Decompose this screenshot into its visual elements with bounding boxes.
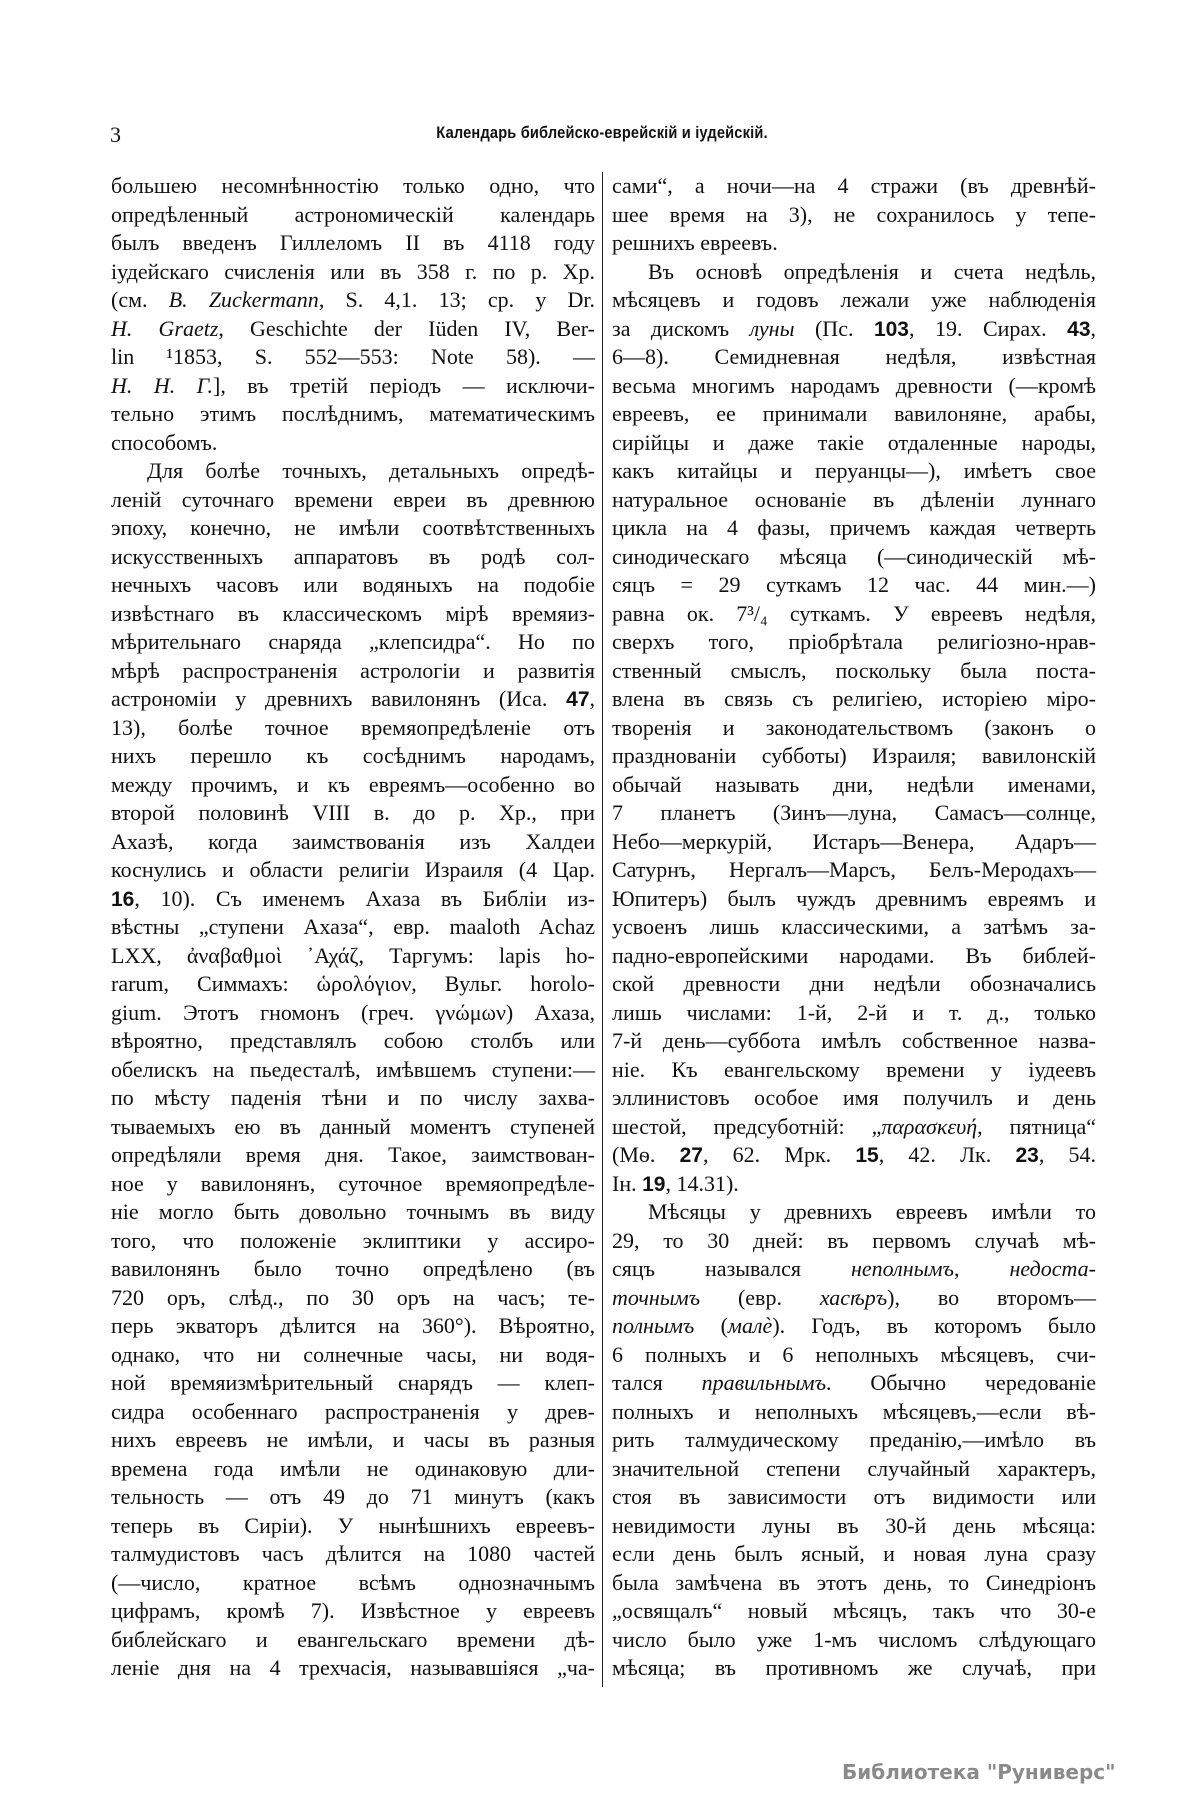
text-run: , (1090, 315, 1097, 341)
text-run: шестой, предсуботній: „ (612, 1113, 882, 1139)
text-line (612, 315, 1096, 344)
text-line: большею несомнѣнностію только одно, что (111, 173, 595, 198)
text-run: ). Годъ, въ которомъ было (772, 1313, 1097, 1338)
text-run: за дискомъ (612, 315, 750, 341)
text-line: „освящалъ“ новый мѣсяцъ, такъ что 30-е (612, 1598, 1096, 1623)
text-line: ное у вавилонянъ, суточное времяопредѣле- (111, 1170, 595, 1196)
text-line: второй половинѣ VIII в. до р. Хр., при (111, 800, 595, 825)
text-line: ніе. Къ евангельскому времени у іудеевъ (612, 1056, 1096, 1082)
text-line: 720 оръ, слѣд., по 30 оръ на часъ; те- (111, 1284, 595, 1310)
text-line: библейскаго и евангельскаго времени дѣ- (111, 1626, 595, 1652)
text-line: нихъ перешло къ сосѣднимъ народамъ, (111, 743, 595, 768)
text-line: усвоенъ лишь классическими, а затѣмъ за- (612, 914, 1096, 939)
text-line: мѣсяца; въ противномъ же случаѣ, при (612, 1655, 1096, 1680)
text-line: была замѣчена въ этотъ день, то Синедріонъ (612, 1569, 1096, 1595)
text-line: времена года имѣли не одинаковую дли- (111, 1455, 595, 1481)
italic-run: луны (749, 315, 795, 341)
text-line: если день былъ ясный, и новая луна сразу (612, 1541, 1096, 1566)
text-run: , (953, 1256, 1010, 1281)
text-line: полныхъ и неполныхъ мѣсяцевъ,—если вѣ- (612, 1398, 1096, 1424)
right-column (612, 172, 1096, 1683)
text-run: (см. (111, 287, 169, 312)
text-line: lin ¹1853, S. 552—553: Note 58). — (111, 344, 595, 369)
text-line: 13), болѣе точное времяопредѣленіе отъ (111, 714, 595, 740)
text-run: , 62. Мрк. (702, 1142, 856, 1167)
text-line (612, 1369, 1096, 1398)
italic-run: точнымъ (612, 1284, 701, 1310)
bold-run: 23 (1015, 1144, 1039, 1167)
column-divider (602, 172, 603, 1687)
text-line: однако, что ни солнечные часы, ни водя- (111, 1341, 595, 1367)
text-line: коснулись и области религіи Израиля (4 Цар. (111, 857, 595, 882)
text-line: тываемыхъ ею въ данный моментъ ступеней (111, 1113, 595, 1139)
text-line: леній суточнаго времени евреи въ древнюю (111, 486, 595, 512)
text-line: леніе дня на 4 трехчасія, называвшіяся „ча- (111, 1655, 595, 1680)
text-line (111, 315, 595, 344)
text-line: падно-европейскими народами. Въ библей- (612, 942, 1096, 968)
text-run: , 14.31). (665, 1170, 739, 1196)
italic-run: малѐ (727, 1313, 773, 1338)
text-run: (Пс. (794, 315, 874, 341)
italic-run: H. Graetz (111, 315, 219, 341)
bold-run: 15 (855, 1144, 879, 1167)
text-line (612, 1312, 1096, 1341)
text-run: Ін. (612, 1170, 643, 1196)
text-line: эллинистовъ особое имя получилъ и день (612, 1085, 1096, 1110)
text-line (111, 885, 595, 914)
text-line: rarum, Симмахъ: ὡρολόγιον, Вульг. horolo- (111, 971, 595, 996)
text-line: 7 планетъ (Зинъ—луна, Самасъ—солнце, (612, 800, 1096, 825)
bold-run: 103 (873, 317, 909, 341)
text-run: тался (612, 1370, 702, 1395)
text-line: весьма многимъ народамъ древности (—кромѣ (612, 372, 1096, 398)
italic-run: полнымъ (612, 1313, 695, 1338)
text-run: сяцъ назывался (612, 1256, 851, 1281)
text-line: решнихъ евреевъ. (612, 230, 778, 255)
text-run: , 54. (1038, 1142, 1097, 1167)
text-line (111, 372, 595, 401)
text-run: ( (694, 1313, 728, 1338)
text-line: стоя въ зависимости отъ видимости или (612, 1484, 1096, 1509)
text-line: талмудистовъ часъ дѣлится на 1080 частей (111, 1541, 595, 1566)
text-line: вѣроятно, представлялъ собою столбъ или (111, 1028, 595, 1053)
text-line: искусственныхъ аппаратовъ въ родѣ сол- (111, 543, 595, 569)
text-line: теперь въ Сиріи). У нынѣшнихъ евреевъ- (111, 1512, 595, 1538)
text-line: Въ основѣ опредѣленія и счета недѣль, (648, 258, 1096, 284)
text-line: вѣстны „ступени Ахаза“, евр. maaloth Achaz (111, 914, 595, 939)
text-line: перь экваторъ дѣлится на 360°). Вѣроятно, (111, 1313, 595, 1338)
text-line (612, 1284, 1096, 1313)
text-line: способомъ. (111, 429, 218, 455)
text-line: Для болѣе точныхъ, детальныхъ опредѣ- (147, 458, 595, 483)
text-run: (Мѳ. (612, 1142, 680, 1167)
text-line: 29, то 30 дней: въ первомъ случаѣ мѣ- (612, 1227, 1096, 1253)
text-run: астрономіи у древнихъ вавилонянъ (Иса. (111, 686, 567, 711)
text-run: ), во второмъ— (887, 1284, 1096, 1310)
text-line: извѣстнаго въ классическомъ мірѣ времяиз- (111, 600, 595, 626)
text-line: празднованіи субботы) Израиля; вавилонскій (612, 743, 1096, 768)
text-line: синодическаго мѣсяца (—синодическій мѣ- (612, 543, 1096, 569)
text-run: , 19. Сирах. (909, 315, 1068, 341)
text-line: натуральное основаніе въ дѣленіи луннаго (612, 486, 1096, 512)
text-line: эпоху, конечно, не имѣли соотвѣтственныхъ (111, 515, 595, 540)
text-line: сами“, а ночи—на 4 стражи (въ древнѣй- (612, 173, 1096, 198)
text-line (612, 1255, 1096, 1284)
text-line: нечныхъ часовъ или водяныхъ на подобіе (111, 572, 595, 597)
text-line: сверхъ того, пріобрѣтала религіозно-нрав- (612, 629, 1096, 654)
italic-run: Н. Н. Г. (111, 372, 214, 398)
text-line: 7-й день—суббота имѣлъ собственное назва- (612, 1028, 1096, 1053)
text-line: сирійцы и даже такіе отдаленные народы, (612, 429, 1096, 455)
italic-run: правильнымъ (701, 1370, 827, 1395)
text-line: сидра особеннаго распространенія у древ- (111, 1398, 595, 1424)
italic-run: хасѣръ (819, 1284, 888, 1310)
text-line: мѣрѣ распространенія астрологіи и развитія (111, 657, 595, 683)
text-line (612, 1170, 1096, 1199)
text-line: шее время на 3), не сохранилось у тепе- (612, 201, 1096, 227)
italic-run: παρασκευή (881, 1113, 978, 1139)
text-run: , 42. Лк. (878, 1142, 1016, 1167)
text-line: равна ок. 7³/₄ суткамъ. У евреевъ недѣля, (612, 600, 1096, 626)
text-line: тельно этимъ послѣднимъ, математическимъ (111, 401, 595, 426)
text-line: ніе могло быть довольно точнымъ въ виду (111, 1199, 595, 1224)
italic-run: B. Zuckermann (168, 287, 319, 312)
text-run: , 10). Съ именемъ Ахаза въ Библіи из- (134, 885, 595, 911)
text-line: 6 полныхъ и 6 неполныхъ мѣсяцевъ, счи- (612, 1341, 1096, 1367)
text-line: 6—8). Семидневная недѣля, извѣстная (612, 344, 1096, 369)
library-watermark: Библиотека "Руниверс" (842, 1760, 1116, 1784)
text-line (111, 286, 595, 315)
text-line (612, 1113, 1096, 1142)
text-line: ной времяизмѣрительный снарядъ — клеп- (111, 1370, 595, 1395)
text-run: , (589, 686, 595, 711)
text-line: Сатурнъ, Нергалъ—Марсъ, Белъ-Меродахъ— (612, 857, 1096, 882)
text-run: ], въ третій періодъ — исключи- (213, 372, 595, 398)
text-line: какъ китайцы и перуанцы—), имѣетъ свое (612, 458, 1096, 483)
bold-run: 16 (111, 887, 135, 911)
text-line: между прочимъ, и къ евреямъ—особенно во (111, 771, 595, 797)
text-line: мѣрительнаго снаряда „клепсидра“. Но по (111, 629, 595, 654)
running-title: Календарь библейско-еврейскій и іудейскій. (436, 123, 768, 142)
text-line: рить талмудическому преданію,—имѣло въ (612, 1427, 1096, 1452)
left-column (111, 172, 595, 1683)
text-line: лишь числами: 1-й, 2-й и т. д., только (612, 999, 1096, 1025)
text-line (612, 1141, 1096, 1170)
bold-run: 27 (679, 1144, 703, 1167)
text-run: , пятница“ (977, 1113, 1097, 1139)
text-line: по мѣсту паденія тѣни и по числу захва- (111, 1085, 595, 1110)
text-run: , S. 4,1. 13; ср. y Dr. (318, 287, 596, 312)
text-line: Ахазѣ, когда заимствованія изъ Халдеи (111, 828, 595, 854)
text-line: обелискъ на пьедесталѣ, имѣвшемъ ступени:— (111, 1056, 595, 1082)
text-line: опредѣленный астрономическій календарь (111, 201, 595, 227)
text-line: ской древности дни недѣли обозначались (612, 971, 1096, 996)
text-line: значительной степени случайный характеръ, (612, 1455, 1096, 1481)
text-line: невидимости луны въ 30-й день мѣсяца: (612, 1512, 1096, 1538)
text-line: Небо—меркурій, Истаръ—Венера, Адаръ— (612, 828, 1096, 854)
text-line: (—число, кратное всѣмъ однозначнымъ (111, 1569, 595, 1595)
text-line: обычай называть дни, недѣли именами, (612, 771, 1096, 797)
bold-run: 43 (1067, 317, 1091, 341)
text-run: . Обычно чередованіе (826, 1370, 1097, 1395)
text-line: нихъ евреевъ не имѣли, и часы въ разныя (111, 1427, 595, 1452)
text-run: , Geschichte der Iüden IV, Ber- (218, 315, 595, 341)
text-line: число было уже 1-мъ числомъ слѣдующаго (612, 1626, 1096, 1652)
text-line: gium. Этотъ гномонъ (греч. γνώμων) Ахаза, (111, 999, 595, 1025)
text-run: (евр. (700, 1284, 820, 1310)
text-line: іудейскаго счисленія или въ 358 г. по р. Хр. (111, 258, 595, 284)
text-line: тельность — отъ 49 до 71 минутъ (какъ (111, 1484, 595, 1509)
text-line (111, 685, 595, 714)
text-line: мѣсяцевъ и годовъ лежали уже наблюденія (612, 287, 1096, 312)
text-line: цифрамъ, кромѣ 7). Извѣстное у евреевъ (111, 1598, 595, 1623)
text-line: сяцъ = 29 суткамъ 12 час. 44 мин.—) (612, 572, 1096, 597)
text-line: былъ введенъ Гиллеломъ II въ 4118 году (111, 230, 595, 255)
text-line: Юпитеръ) былъ чуждъ древнимъ евреямъ и (612, 885, 1096, 911)
text-line: LXX, ἀναβαθμοὶ ᾿Αχάζ, Таргумъ: lapis ho- (111, 942, 595, 968)
italic-run: недоста- (1009, 1256, 1097, 1281)
bold-run: 19 (642, 1172, 666, 1196)
text-line: цикла на 4 фазы, причемъ каждая четверть (612, 515, 1096, 540)
text-line: ственный смыслъ, поскольку была поста- (612, 657, 1096, 683)
bold-run: 47 (566, 688, 590, 711)
text-line: того, что положеніе эклиптики у ассиро- (111, 1227, 595, 1253)
page-number: 3 (110, 122, 121, 147)
text-line: Мѣсяцы у древнихъ евреевъ имѣли то (648, 1199, 1096, 1224)
text-line: творенія и законодательствомъ (законъ о (612, 714, 1096, 740)
text-line: опредѣляли время дня. Такое, заимствован- (111, 1142, 595, 1167)
text-line: евреевъ, ее принимали вавилоняне, арабы, (612, 401, 1096, 426)
text-line: влена въ связь съ религіею, исторіею міро- (612, 686, 1096, 711)
italic-run: неполнымъ (850, 1256, 954, 1281)
text-line: вавилонянъ было точно опредѣлено (въ (111, 1256, 595, 1281)
